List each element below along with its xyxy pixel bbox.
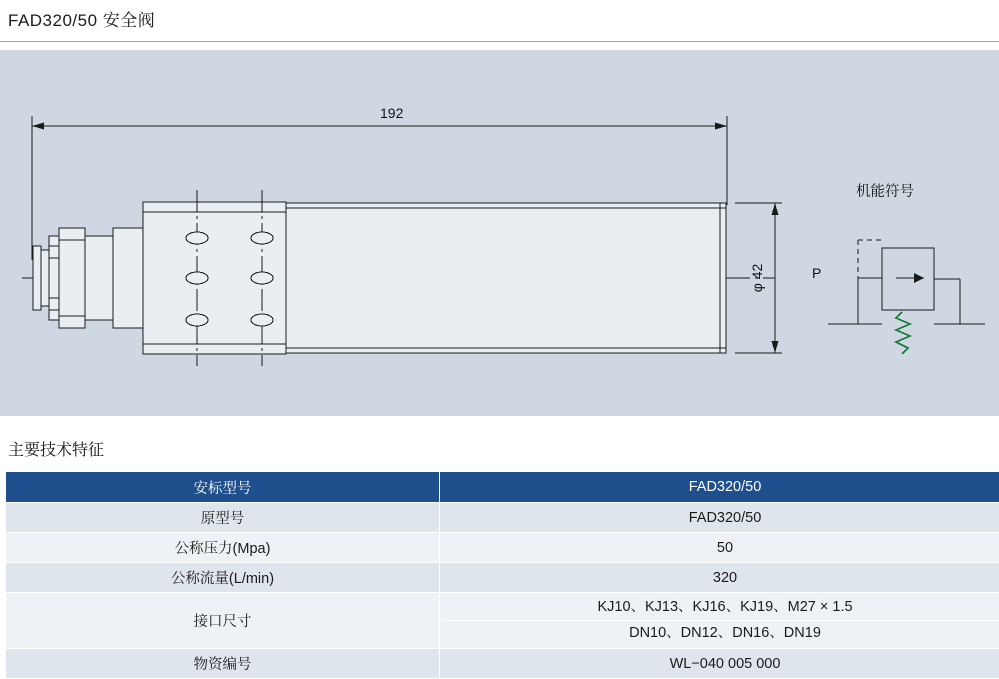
- row-label-interface-size: 接口尺寸: [6, 593, 440, 649]
- interface-size-line-1: KJ10、KJ13、KJ16、KJ19、M27 × 1.5: [444, 595, 999, 621]
- title-divider: [0, 41, 999, 42]
- length-dimension-label: 192: [380, 105, 404, 121]
- table-row: [6, 593, 999, 649]
- interface-size-line-2: DN10、DN12、DN16、DN19: [444, 621, 999, 646]
- table-header-model-type: 安标型号: [6, 472, 440, 503]
- hydraulic-symbol: [828, 240, 985, 354]
- row-label-original-model: 原型号: [6, 503, 440, 533]
- row-value-nominal-flow: 320: [440, 563, 999, 593]
- table-header-row: [6, 472, 999, 503]
- row-value-interface-size: [440, 593, 999, 649]
- table-row: [6, 503, 999, 533]
- page-title: FAD320/50 安全阀: [8, 6, 155, 31]
- row-label-nominal-pressure: 公称压力(Mpa): [6, 533, 440, 563]
- table-row: [6, 533, 999, 563]
- row-value-material-code: WL−040 005 000: [440, 649, 999, 679]
- row-label-material-code: 物资编号: [6, 649, 440, 679]
- valve-drawing: [0, 50, 999, 416]
- symbol-title-label: 机能符号: [856, 183, 914, 200]
- row-value-nominal-pressure: 50: [440, 533, 999, 563]
- diameter-dimension-label: φ 42: [749, 264, 765, 293]
- table-row: [6, 649, 999, 679]
- table-row: [6, 563, 999, 593]
- specifications-table: [5, 471, 999, 679]
- technical-drawing-panel: [0, 50, 999, 416]
- table-header-model-value: FAD320/50: [440, 472, 999, 503]
- section-heading: 主要技术特征: [8, 437, 104, 460]
- row-value-original-model: FAD320/50: [440, 503, 999, 533]
- row-label-nominal-flow: 公称流量(L/min): [6, 563, 440, 593]
- port-p-label: P: [812, 265, 821, 281]
